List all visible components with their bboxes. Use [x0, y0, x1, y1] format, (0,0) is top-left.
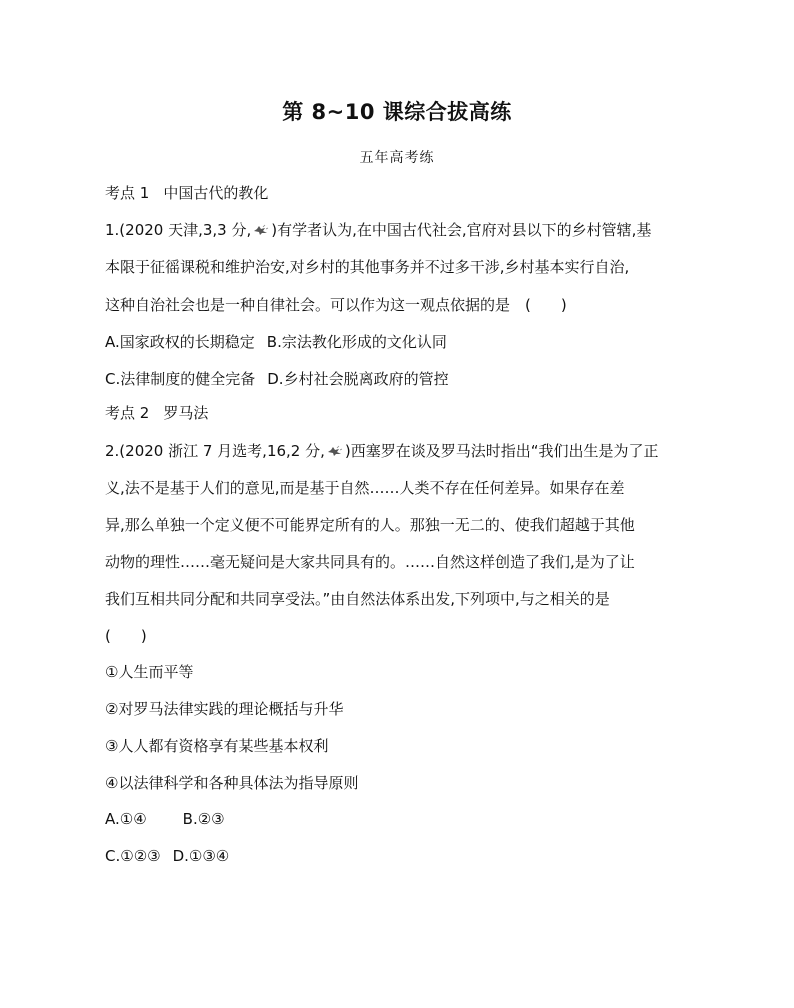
question-1-line-1 [105, 220, 651, 240]
option-a[interactable]: A.国家政权的长期稳定 [105, 333, 255, 351]
question-2-line-2: 义,法不是基于人们的意见,而是基于自然……人类不存在任何差异。如果存在差 [105, 479, 625, 497]
question-2-line-1 [105, 441, 659, 461]
difficulty-star-icon [252, 224, 270, 236]
statement-1: ①人生而平等 [105, 663, 194, 681]
section-name: 中国古代的教化 [163, 184, 269, 202]
question-2-stem-start: )西塞罗在谈及罗马法时指出“我们出生是为了正 [344, 442, 659, 460]
question-2-source: 2.(2020 浙江 7 月选考,16,2 分, [105, 442, 325, 460]
question-2-line-4: 动物的理性……毫无疑问是大家共同具有的。……自然这样创造了我们,是为了让 [105, 553, 635, 571]
question-2-options-row-1 [105, 809, 225, 829]
option-b[interactable]: B.②③ [182, 810, 225, 828]
option-c[interactable]: C.①②③ [105, 847, 161, 865]
section-name: 罗马法 [163, 404, 209, 422]
option-c[interactable]: C.法律制度的健全完备 [105, 370, 256, 388]
statement-4: ④以法律科学和各种具体法为指导原则 [105, 774, 359, 792]
question-2-options-row-2 [105, 846, 229, 866]
page-subtitle: 五年高考练 [359, 150, 435, 166]
question-1-options-row-2 [105, 369, 449, 389]
question-1-source: 1.(2020 天津,3,3 分, [105, 221, 252, 239]
question-1-line-2: 本限于征徭课税和维护治安,对乡村的其他事务并不过多干涉,乡村基本实行自治, [105, 258, 630, 276]
question-2-answer-blank: ( ) [105, 627, 147, 645]
question-2-line-3: 异,那么单独一个定义便不可能界定所有的人。那独一无二的、使我们超越于其他 [105, 516, 635, 534]
question-1-line-3: 这种自治社会也是一种自律社会。可以作为这一观点依据的是 ( ) [105, 296, 567, 314]
question-1-stem-start: )有学者认为,在中国古代社会,官府对县以下的乡村管辖,基 [271, 221, 652, 239]
section-heading-2 [105, 403, 208, 423]
option-a[interactable]: A.①④ [105, 810, 147, 828]
option-b[interactable]: B.宗法教化形成的文化认同 [266, 333, 447, 351]
statement-3: ③人人都有资格享有某些基本权利 [105, 737, 329, 755]
question-1-options-row-1 [105, 332, 447, 352]
difficulty-star-icon [326, 445, 344, 457]
section-heading-1 [105, 183, 268, 203]
page-title: 第 8~10 课综合拔高练 [282, 100, 512, 124]
option-d[interactable]: D.乡村社会脱离政府的管控 [267, 370, 449, 388]
section-label: 考点 1 [105, 184, 150, 202]
statement-2: ②对罗马法律实践的理论概括与升华 [105, 700, 344, 718]
option-d[interactable]: D.①③④ [172, 847, 230, 865]
section-label: 考点 2 [105, 404, 150, 422]
question-2-line-5: 我们互相共同分配和共同享受法。”由自然法体系出发,下列项中,与之相关的是 [105, 590, 610, 608]
